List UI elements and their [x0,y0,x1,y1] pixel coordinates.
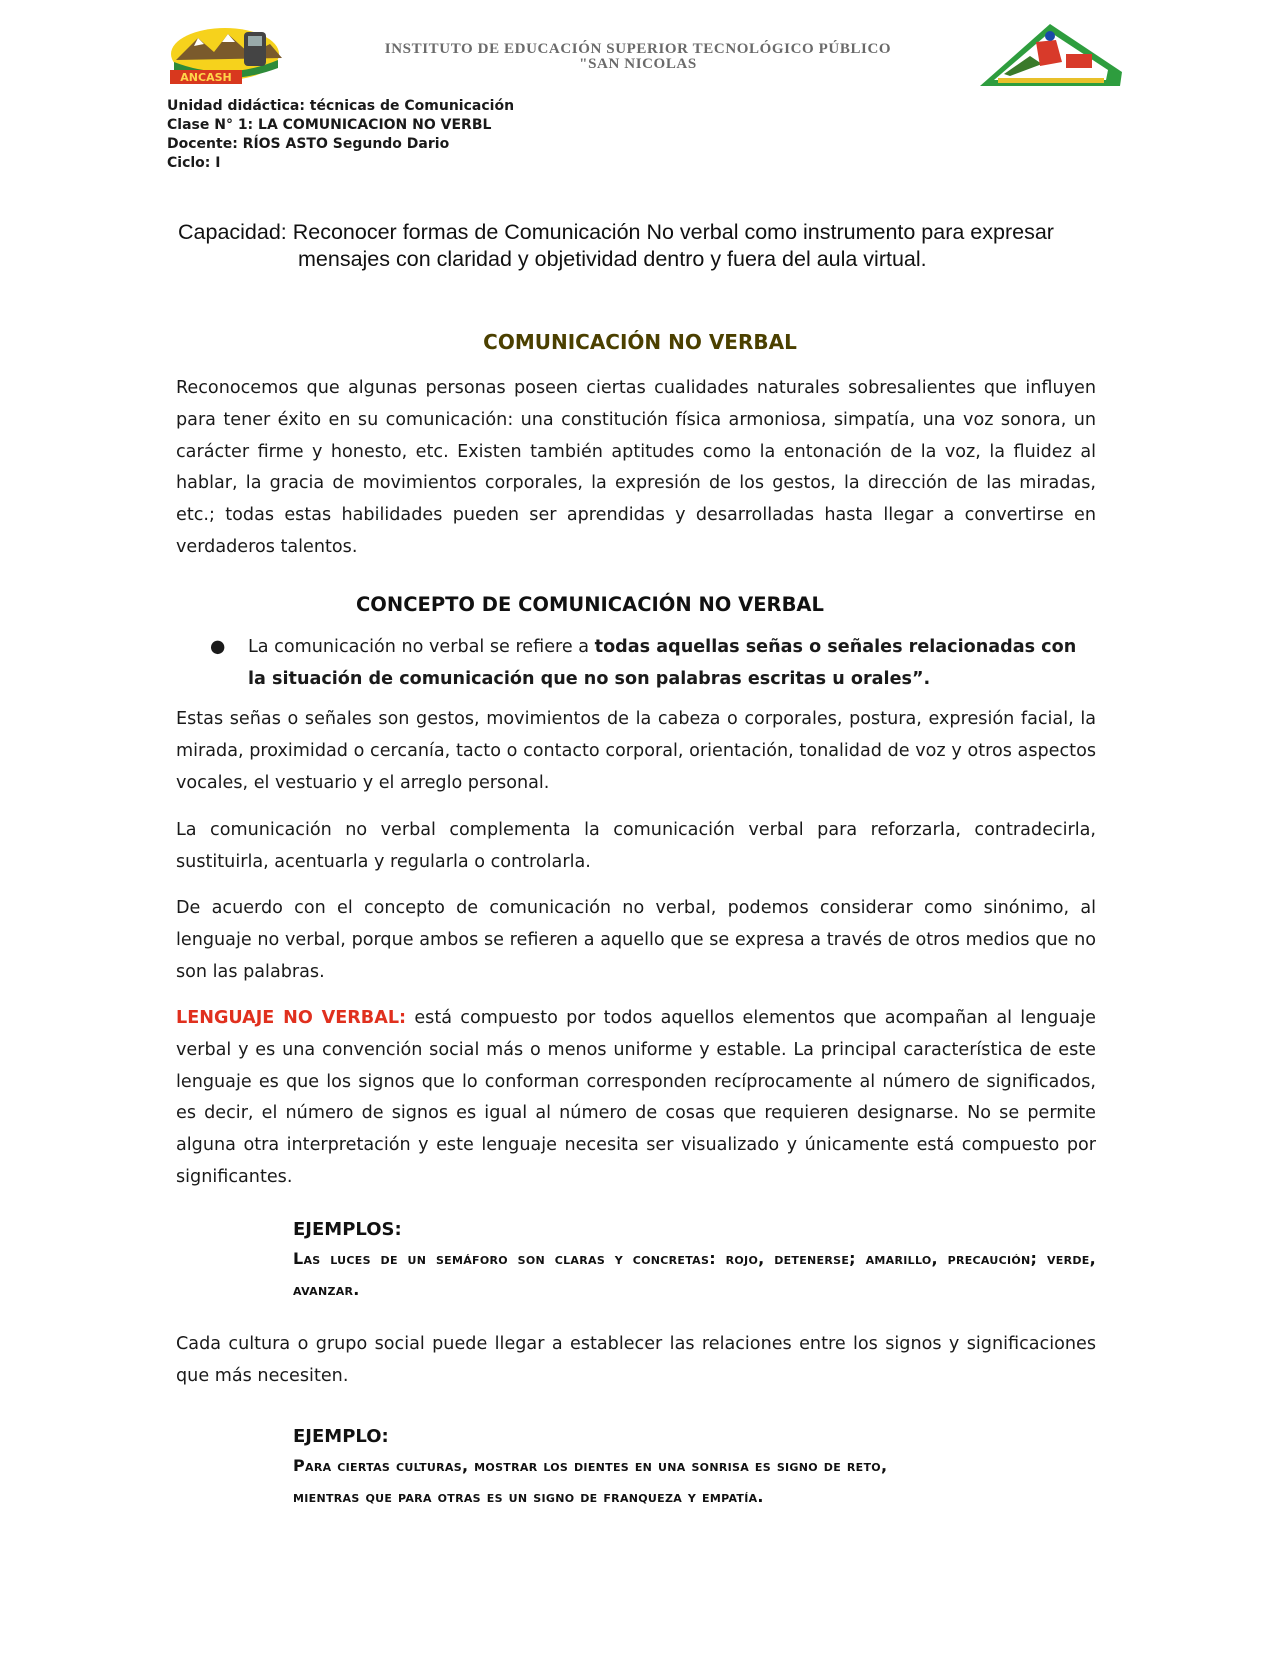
capacidad-line-1: Capacidad: Reconocer formas de Comunicación No verbal como instrumento para expresar [178,220,1054,244]
course-info [167,97,514,173]
concept-bullet [176,632,1096,696]
ancash-logo [170,24,288,86]
svg-text:ANCASH: ANCASH [180,71,232,84]
capacidad-statement [178,219,1118,273]
header [170,20,1130,92]
lenguaje-label: LENGUAJE NO VERBAL: [176,1008,407,1028]
bullet-plain-text: La comunicación no verbal se refiere a [248,637,595,657]
ciclo-line: Ciclo: I [167,155,221,171]
ejemplo-line-1: Para ciertas culturas, mostrar los dientes en una sonrisa es signo de reto, [293,1456,888,1475]
institute-line-2: "SAN NICOLAS [579,56,697,72]
intro-paragraph: Reconocemos que algunas personas poseen ciertas cualidades naturales sobresalientes que influyen para tener éxito en su comunicación: una constitución física armoniosa, simpatía, una voz sonora, un carácter firme y honesto, etc. Existen también aptitudes como la entonación de la voz, la fluidez al hablar, la gracia de movimientos corporales, la expresión de los gestos, la dirección de las miradas, etc.; todas estas habilidades pueden ser aprendidas y desarrolladas hasta llegar a convertirse en verdaderos talentos. [176,378,1096,557]
cultura-paragraph: Cada cultura o grupo social puede llegar a establecer las relaciones entre los signos y significaciones que más necesiten. [176,1334,1096,1386]
ejemplo-heading: EJEMPLO: [293,1426,389,1447]
ejemplos-text: Las luces de un semáforo son claras y concretas: rojo, detenerse; amarillo, precaución; verde, avanzar. [293,1249,1096,1299]
docente-line: Docente: RÍOS ASTO Segundo Dario [167,136,450,152]
san-nicolas-logo [970,20,1130,90]
unidad-line: Unidad didáctica: técnicas de Comunicación [167,98,515,114]
capacidad-line-2: mensajes con claridad y objetividad dentro y fuera del aula virtual. [298,247,927,271]
senas-paragraph: Estas señas o señales son gestos, movimientos de la cabeza o corporales, postura, expresión facial, la mirada, proximidad o cercanía, tacto o contacto corporal, orientación, tonalidad de voz y otros aspectos vocales, el vestuario y el arreglo personal. [176,709,1096,793]
ejemplos-block [293,1217,1096,1305]
ejemplo-line-2: mientras que para otras es un signo de franqueza y empatía. [293,1487,764,1506]
ejemplo-block [293,1424,1096,1512]
clase-line: Clase N° 1: LA COMUNICACION NO VERBL [167,117,492,133]
ejemplos-heading: EJEMPLOS: [293,1219,402,1240]
bullet-bold-text: todas aquellas señas o señales relacionadas con la situación de comunicación que no son palabras escritas u orales”. [248,637,1077,689]
section-title-concepto: CONCEPTO DE COMUNICACIÓN NO VERBAL [356,593,824,616]
bullet-icon: ● [210,637,226,657]
bullet-text [248,632,1096,696]
institute-line-1: INSTITUTO DE EDUCACIÓN SUPERIOR TECNOLÓGICO PÚBLICO [384,41,892,57]
lenguaje-text: está compuesto por todos aquellos elementos que acompañan al lenguaje verbal y es una convención social más o menos uniforme y estable. La principal característica de este lenguaje es que los signos que lo conforman corresponden recíprocamente al número de significados, es decir, el número de signos es igual al número de cosas que requieren designarse. No se permite alguna otra interpretación y este lenguaje necesita ser visualizado y únicamente está compuesto por significantes. [176,1008,1096,1187]
section-title-comunicacion: COMUNICACIÓN NO VERBAL [483,330,797,354]
institute-name [318,42,958,72]
lenguaje-paragraph [176,1003,1096,1194]
sinonimo-paragraph: De acuerdo con el concepto de comunicación no verbal, podemos considerar como sinónimo, al lenguaje no verbal, porque ambos se refieren a aquello que se expresa a través de otros medios que no son las palabras. [176,898,1096,982]
complementa-paragraph: La comunicación no verbal complementa la comunicación verbal para reforzarla, contradecirla, sustituirla, acentuarla y regularla o controlarla. [176,820,1096,872]
